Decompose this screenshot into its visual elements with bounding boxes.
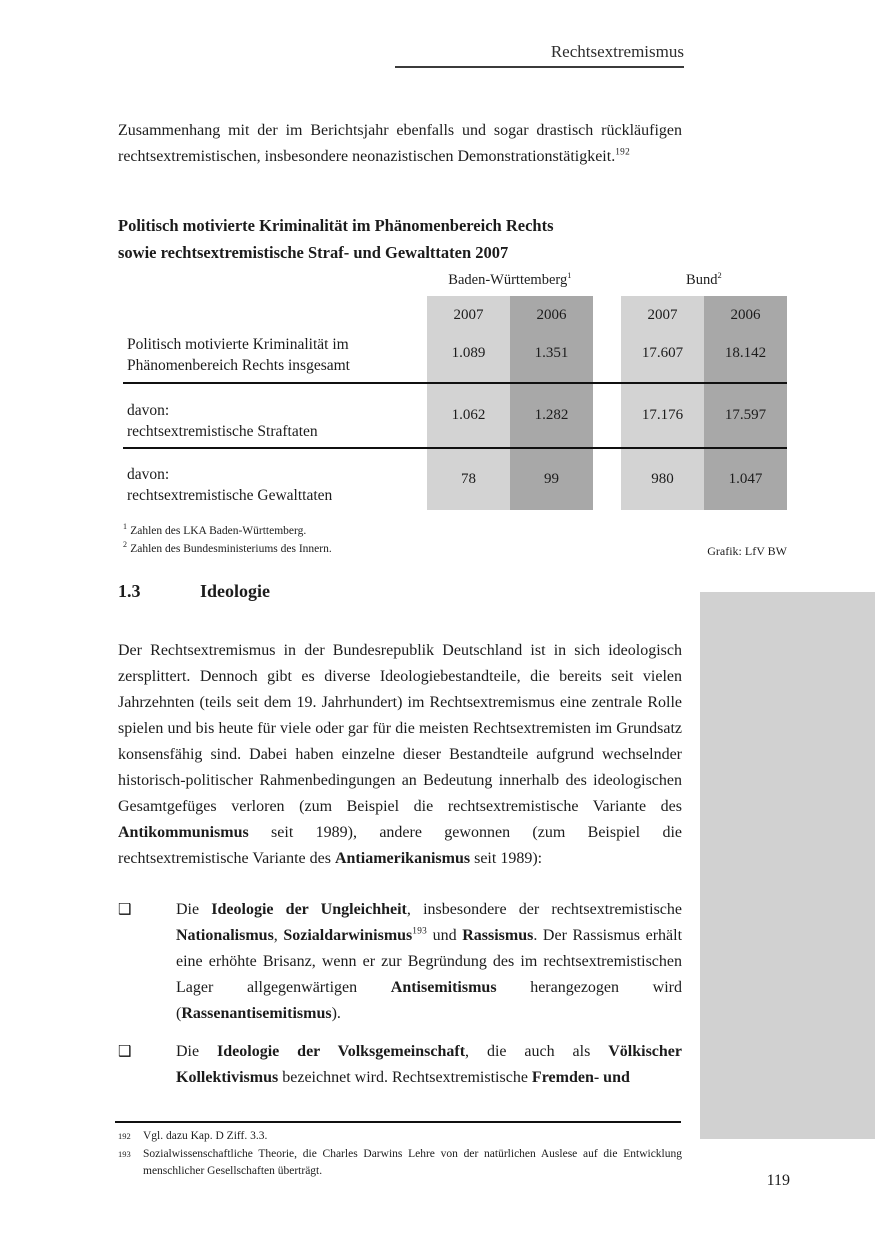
- footnote-text: Vgl. dazu Kap. D Ziff. 3.3.: [143, 1130, 268, 1142]
- row-label-line1: Politisch motivierte Kriminalität im: [127, 336, 349, 353]
- group-footnote-marker: 1: [567, 271, 572, 281]
- value-cell: 1.047: [728, 471, 763, 487]
- row-label: [127, 464, 425, 506]
- section-title: Ideologie: [200, 581, 270, 601]
- value-cell: 18.142: [724, 345, 767, 361]
- bullet-item: [118, 897, 682, 1027]
- row-label-line2: rechtsextremistische Gewalttaten: [127, 487, 333, 504]
- footnote-marker: 193: [118, 1149, 131, 1159]
- row-separator-line: [123, 382, 787, 384]
- row-separator-line: [123, 447, 787, 449]
- row-label-line2: Phänomenbereich Rechts insgesamt: [127, 357, 350, 374]
- page-header: Rechtsextremismus: [550, 42, 684, 61]
- value-cell: 1.089: [451, 345, 486, 361]
- table-footnote: [123, 523, 332, 541]
- column-group-bund: [621, 272, 787, 289]
- square-bullet-icon: ❑: [118, 1042, 132, 1060]
- footnote-text: Zahlen des Bundesministeriums des Innern.: [130, 542, 332, 555]
- value-cell: 1.351: [534, 345, 569, 361]
- header-rule: [395, 66, 684, 68]
- bullet-item: [118, 1039, 682, 1091]
- table-title-line2: sowie rechtsextremistische Straf- und Gewalttaten 2007: [118, 243, 509, 262]
- table-title: [118, 212, 698, 266]
- group-footnote-marker: 2: [717, 271, 722, 281]
- footnote-marker: 2: [123, 539, 128, 549]
- year-header: 2006: [730, 307, 761, 323]
- bullet-text: Die Ideologie der Ungleichheit, insbesondere der rechtsextremistische Nationalismus, Sozialdarwinismus$^{193}$ und Rassismus. Der Rassismus erhält eine erhöhte Brisanz, wenn er zur Begründung des im rechtsextremistischen Lager allgegenwärtigen Antisemitismus herangezogen wird (Rassenantisemitismus).: [176, 901, 683, 1022]
- value-cell: 17.176: [641, 407, 684, 423]
- bullet-text: Die Ideologie der Volksgemeinschaft, die auch als Völkischer Kollektivismus bezeichnet wird. Rechtsextremistische Fremden- und: [176, 1043, 683, 1086]
- footnote-rule: [115, 1121, 681, 1123]
- section-number: 1.3: [118, 581, 141, 601]
- year-header: 2007: [453, 307, 484, 323]
- year-header: 2006: [536, 307, 567, 323]
- table-title-line1: Politisch motivierte Kriminalität im Phänomenbereich Rechts: [118, 216, 554, 235]
- section-heading: [118, 581, 270, 602]
- table-footnotes: [123, 523, 332, 558]
- footnote: [118, 1128, 682, 1145]
- year-header: 2007: [647, 307, 678, 323]
- ideology-paragraph: Der Rechtsextremismus in der Bundesrepublik Deutschland ist in sich ideologisch zersplittert. Dennoch gibt es diverse Ideologiebestandteile, die bereits seit vielen Jahrzehnten (teils seit dem 19. Jahrhundert) im Rechtsextremismus eine zentrale Rolle spielen und bis heute für viele oder gar für die meisten Rechtsextremisten im Grundsatz konsensfähig sind. Dabei haben einzelne dieser Bestandteile aufgrund wechselnder historisch-politischer Rahmenbedingungen an Bedeutung innerhalb des ideologischen Gesamtgefüges verloren (zum Beispiel die rechtsextremistische Variante des Antikommunismus seit 1989), andere gewonnen (zum Beispiel die rechtsextremistische Variante des Antiamerikanismus seit 1989):: [118, 642, 682, 867]
- intro-paragraph: Zusammenhang mit der im Berichtsjahr ebenfalls und sogar drastisch rückläufigen rechtsextremistischen, insbesondere neonazistischen Demonstrationstätigkeit.$^{192}$: [118, 122, 682, 165]
- value-cell: 17.607: [641, 345, 684, 361]
- gray-sidebar-box: [700, 592, 875, 1139]
- value-cell: 1.062: [451, 407, 486, 423]
- value-cell: 1.282: [534, 407, 569, 423]
- footnote-marker: 1: [123, 522, 128, 532]
- footnote-marker: 192: [118, 1131, 131, 1141]
- page-number: 119: [766, 1172, 790, 1189]
- footnote-text: Zahlen des LKA Baden-Württemberg.: [130, 525, 307, 537]
- value-cell: 99: [544, 471, 559, 487]
- table-footnote: [123, 541, 332, 559]
- row-label: [127, 334, 425, 376]
- group-label-text: Baden-Württemberg: [448, 272, 568, 288]
- row-label-line2: rechtsextremistische Straftaten: [127, 423, 318, 440]
- square-bullet-icon: ❑: [118, 900, 132, 918]
- footnote-text: Sozialwissenschaftliche Theorie, die Charles Darwins Lehre von der natürlichen Auslese auf die Entwicklung menschlicher Gesellschaften überträgt.: [143, 1148, 682, 1177]
- value-cell: 980: [651, 471, 674, 487]
- value-cell: 78: [461, 471, 476, 487]
- column-group-baden-wuerttemberg: [427, 272, 593, 289]
- graphic-credit: Grafik: LfV BW: [707, 544, 787, 558]
- value-cell: 17.597: [724, 407, 767, 423]
- row-label-line1: davon:: [127, 466, 170, 483]
- stats-table: [123, 270, 787, 510]
- row-label: [127, 400, 425, 442]
- group-label-text: Bund: [686, 272, 718, 288]
- row-label-line1: davon:: [127, 402, 170, 419]
